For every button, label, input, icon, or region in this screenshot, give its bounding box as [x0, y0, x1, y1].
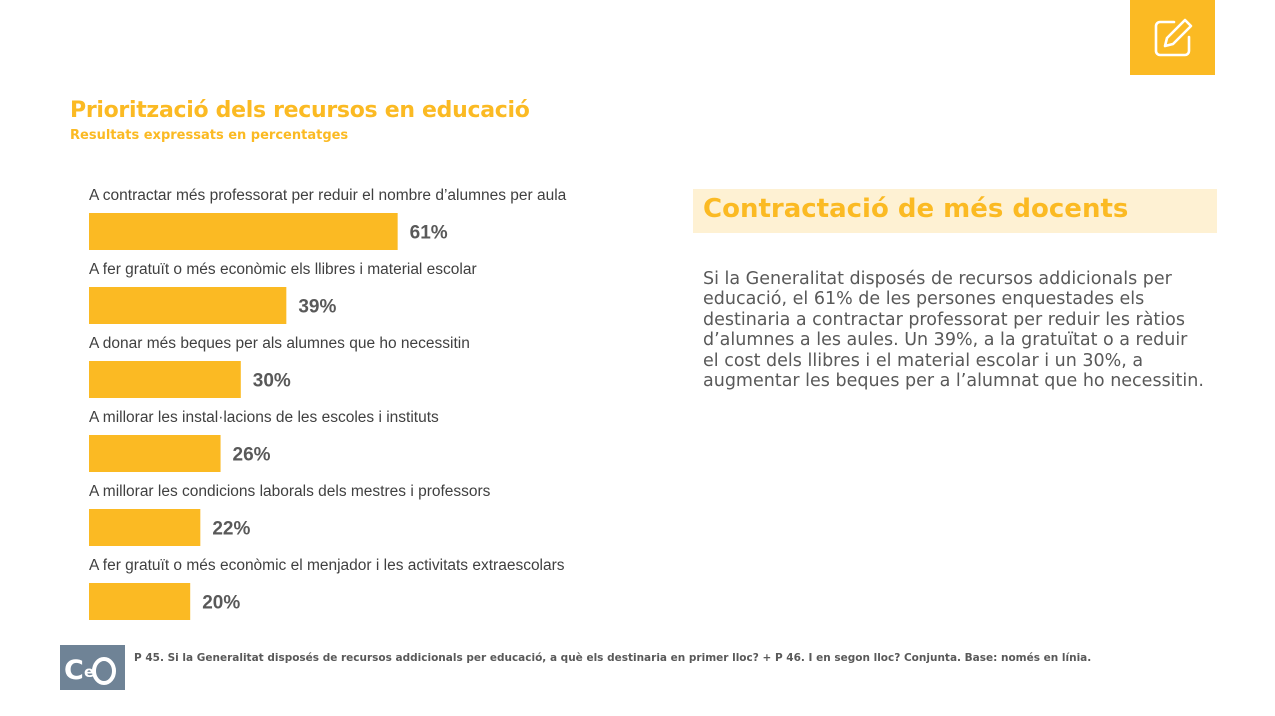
ceo-logo	[60, 645, 125, 690]
highlight-box	[693, 189, 1217, 233]
summary-text: Si la Generalitat disposés de recursos addicionals per educació, el 61% de les persones enquestades els destinaria a contractar professorat per reduir les ràtios d’alumnes a les aules. Un 39%, a la gratuïtat o a reduir el cost dels llibres i el material escolar i un 30%, a augmentar les beques per a l’alumnat que ho necessitin.	[703, 269, 1204, 392]
bar	[89, 583, 190, 620]
pencil-square-icon	[1152, 17, 1194, 59]
svg-text:C: C	[64, 655, 84, 686]
highlight-heading: Contractació de més docents	[703, 194, 1129, 224]
edit-button[interactable]	[1130, 0, 1215, 75]
value-label: 22%	[212, 518, 251, 540]
category-label: A contractar més professorat per reduir el nombre d’alumnes per aula	[89, 187, 567, 204]
value-label: 30%	[252, 370, 291, 392]
category-label: A millorar les instal·lacions de les escoles i instituts	[89, 409, 439, 426]
bar	[89, 509, 200, 546]
value-label: 39%	[298, 296, 337, 318]
category-label: A donar més beques per als alumnes que ho necessitin	[89, 335, 470, 352]
value-label: 20%	[202, 592, 241, 614]
bar	[89, 213, 398, 250]
footnote: P 45. Si la Generalitat disposés de recursos addicionals per educació, a què els destinaria en primer lloc? + P 46. I en segon lloc? Conjunta. Base: només en línia.	[134, 652, 1092, 664]
chart-title: Priorització dels recursos en educació	[70, 98, 530, 123]
bar	[89, 287, 286, 324]
bar	[89, 435, 221, 472]
category-label: A fer gratuït o més econòmic el menjador i les activitats extraescolars	[89, 557, 565, 574]
category-label: A millorar les condicions laborals dels mestres i professors	[89, 483, 491, 500]
chart-subtitle: Resultats expressats en percentatges	[70, 128, 349, 143]
value-label: 26%	[232, 444, 271, 466]
bar-chart	[0, 0, 690, 640]
value-label: 61%	[409, 222, 448, 244]
bar	[89, 361, 241, 398]
svg-text:e: e	[84, 663, 95, 681]
category-label: A fer gratuït o més econòmic els llibres i material escolar	[89, 261, 477, 278]
